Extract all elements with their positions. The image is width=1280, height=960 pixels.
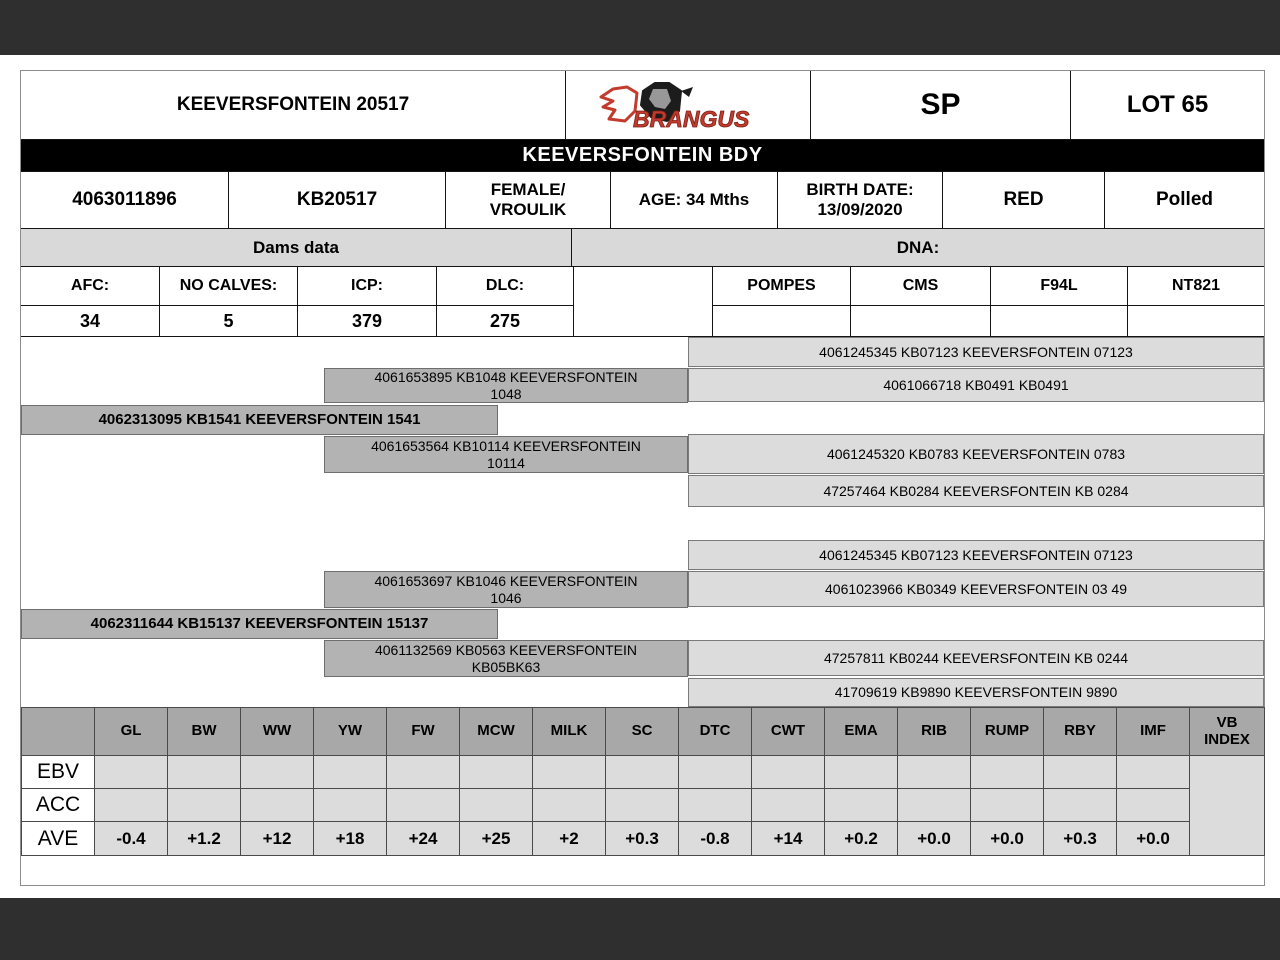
lot-number: LOT 65 (1071, 71, 1264, 140)
ave-cwt: +14 (752, 822, 825, 856)
ebv-ema (825, 756, 898, 789)
empty-footer-row (21, 856, 1264, 885)
acc-fw (387, 789, 460, 822)
col-cwt: CWT (752, 708, 825, 756)
ebv-cwt (752, 756, 825, 789)
ave-dtc: -0.8 (679, 822, 752, 856)
no-calves-value: 5 (160, 306, 297, 337)
ebv-ww (241, 756, 314, 789)
ebv-sc (606, 756, 679, 789)
ave-bw: +1.2 (168, 822, 241, 856)
acc-mcw (460, 789, 533, 822)
vb-line1: VB (1216, 714, 1238, 731)
ave-yw: +18 (314, 822, 387, 856)
dlc-label: DLC: (437, 267, 573, 306)
ave-rump: +0.0 (971, 822, 1044, 856)
pedigree-g2-greatgrandparent-4: 41709619 KB9890 KEEVERSFONTEIN 9890 (688, 678, 1264, 707)
sex-line2: VROULIK (489, 200, 567, 219)
ebv-yw (314, 756, 387, 789)
afc-column (21, 267, 160, 337)
ave-milk: +2 (533, 822, 606, 856)
pedigree-g1-greatgrandparent-3: 4061245320 KB0783 KEEVERSFONTEIN 0783 (688, 434, 1264, 474)
afc-label: AFC: (21, 267, 159, 306)
g1-gp-bottom-line2: 10114 (487, 454, 525, 471)
ave-ema: +0.2 (825, 822, 898, 856)
g2-gp-bottom-line1: 4061132569 KB0563 KEEVERSFONTEIN (374, 641, 637, 658)
dna-test-pompes-result (713, 306, 850, 337)
ave-rby: +0.3 (1044, 822, 1117, 856)
col-bw: BW (168, 708, 241, 756)
acc-milk (533, 789, 606, 822)
acc-yw (314, 789, 387, 822)
top-dark-band (0, 0, 1280, 55)
pedigree-section (21, 337, 1264, 707)
bottom-dark-band (0, 898, 1280, 960)
ebv-fw (387, 756, 460, 789)
g2-gp-top-line1: 4061653697 KB1046 KEEVERSFONTEIN (374, 572, 638, 589)
col-ww: WW (241, 708, 314, 756)
dna-test-f94l-column (991, 267, 1128, 337)
logo-wordmark: BRANGUS (633, 106, 750, 132)
acc-cwt (752, 789, 825, 822)
dlc-value: 275 (437, 306, 573, 337)
ebv-milk (533, 756, 606, 789)
dna-test-cms-column (851, 267, 991, 337)
col-sc: SC (606, 708, 679, 756)
row-label-acc: ACC (22, 789, 95, 822)
col-vb-index (1190, 708, 1265, 756)
birth-date-label: BIRTH DATE: (806, 180, 914, 200)
ebv-gl (95, 756, 168, 789)
pedigree-g2-grandparent-top (324, 571, 688, 608)
pedigree-g2-grandparent-bottom (324, 640, 688, 677)
sex-cell (446, 172, 611, 229)
brangus-logo-image (593, 77, 783, 133)
section-headers-row (21, 229, 1264, 267)
g1-gp-top-line1: 4061653895 KB1048 KEEVERSFONTEIN (374, 368, 638, 385)
ebv-dtc (679, 756, 752, 789)
ebv-corner-cell (22, 708, 95, 756)
sex-line1: FEMALE/ (490, 180, 566, 200)
acc-rump (971, 789, 1044, 822)
dna-test-nt821: NT821 (1128, 267, 1264, 306)
col-mcw: MCW (460, 708, 533, 756)
ebv-mcw (460, 756, 533, 789)
col-gl: GL (95, 708, 168, 756)
vb-line2: INDEX (1204, 730, 1250, 748)
dna-test-cms-result (851, 306, 990, 337)
page-title: KEEVERSFONTEIN 20517 (21, 71, 566, 140)
icp-label: ICP: (298, 267, 436, 306)
ebv-rby (1044, 756, 1117, 789)
ave-fw: +24 (387, 822, 460, 856)
acc-dtc (679, 789, 752, 822)
pedigree-g2-greatgrandparent-3: 47257811 KB0244 KEEVERSFONTEIN KB 0244 (688, 640, 1264, 676)
pedigree-g2-parent: 4062311644 KB15137 KEEVERSFONTEIN 15137 (21, 609, 498, 639)
col-rby: RBY (1044, 708, 1117, 756)
col-dtc: DTC (679, 708, 752, 756)
spacer-cell (574, 267, 712, 337)
acc-gl (95, 789, 168, 822)
pedigree-g1-greatgrandparent-4: 47257464 KB0284 KEEVERSFONTEIN KB 0284 (688, 475, 1264, 507)
ebv-imf (1117, 756, 1190, 789)
acc-ema (825, 789, 898, 822)
col-rump: RUMP (971, 708, 1044, 756)
acc-imf (1117, 789, 1190, 822)
no-calves-column (160, 267, 298, 337)
g2-gp-top-line2: 1046 (490, 589, 522, 606)
ebv-rib (898, 756, 971, 789)
g1-gp-top-line2: 1048 (490, 385, 522, 402)
pedigree-g1-grandparent-bottom (324, 436, 688, 473)
birth-date-cell (778, 172, 943, 229)
acc-sc (606, 789, 679, 822)
reg-number: 4063011896 (21, 172, 229, 229)
row-label-ebv: EBV (22, 756, 95, 789)
pedigree-g2-greatgrandparent-1: 4061245345 KB07123 KEEVERSFONTEIN 07123 (688, 540, 1264, 570)
class-code: SP (811, 71, 1071, 140)
age-cell: AGE: 34 Mths (611, 172, 778, 229)
ear-shape (681, 87, 693, 97)
ebv-bw (168, 756, 241, 789)
g1-gp-bottom-line1: 4061653564 KB10114 KEEVERSFONTEIN (371, 437, 641, 454)
dna-test-cms: CMS (851, 267, 990, 306)
col-fw: FW (387, 708, 460, 756)
pedigree-g1-greatgrandparent-2: 4061066718 KB0491 KB0491 (688, 368, 1264, 402)
row-label-ave: AVE (22, 822, 95, 856)
ave-gl: -0.4 (95, 822, 168, 856)
g2-gp-bottom-line2: KB05BK63 (471, 658, 541, 675)
stats-row (21, 267, 1264, 337)
dams-data-header: Dams data (21, 229, 572, 267)
col-milk: MILK (533, 708, 606, 756)
col-rib: RIB (898, 708, 971, 756)
pedigree-g2-greatgrandparent-2: 4061023966 KB0349 KEEVERSFONTEIN 03 49 (688, 571, 1264, 607)
ave-mcw: +25 (460, 822, 533, 856)
dna-test-pompes-column (713, 267, 851, 337)
horn-status: Polled (1105, 172, 1264, 229)
animal-name-bar: KEEVERSFONTEIN BDY (21, 140, 1264, 172)
brangus-logo (566, 71, 811, 140)
ave-rib: +0.0 (898, 822, 971, 856)
col-ema: EMA (825, 708, 898, 756)
identity-row (21, 172, 1264, 229)
acc-rby (1044, 789, 1117, 822)
birth-date-value: 13/09/2020 (817, 200, 903, 219)
acc-rib (898, 789, 971, 822)
pedigree-g1-greatgrandparent-1: 4061245345 KB07123 KEEVERSFONTEIN 07123 (688, 337, 1264, 367)
catalog-page (20, 70, 1265, 886)
animal-id: KB20517 (229, 172, 446, 229)
header-row (21, 71, 1264, 140)
dlc-column (437, 267, 574, 337)
ave-ww: +12 (241, 822, 314, 856)
icp-column (298, 267, 437, 337)
acc-ww (241, 789, 314, 822)
acc-bw (168, 789, 241, 822)
col-imf: IMF (1117, 708, 1190, 756)
dna-test-pompes: POMPES (713, 267, 850, 306)
icp-value: 379 (298, 306, 436, 337)
dna-header: DNA: (572, 229, 1264, 267)
ave-imf: +0.0 (1117, 822, 1190, 856)
coat-color: RED (943, 172, 1105, 229)
pedigree-g1-parent: 4062313095 KB1541 KEEVERSFONTEIN 1541 (21, 405, 498, 435)
col-yw: YW (314, 708, 387, 756)
pedigree-g1-grandparent-top (324, 368, 688, 403)
red-bull-head-icon (601, 87, 637, 121)
spacer-column (574, 267, 713, 337)
afc-value: 34 (21, 306, 159, 337)
ebv-table (21, 707, 1265, 856)
dna-test-f94l: F94L (991, 267, 1127, 306)
ebv-rump (971, 756, 1044, 789)
vb-index-value (1190, 756, 1265, 856)
dna-test-nt821-column (1128, 267, 1264, 337)
no-calves-label: NO CALVES: (160, 267, 297, 306)
ave-sc: +0.3 (606, 822, 679, 856)
dna-test-f94l-result (991, 306, 1127, 337)
dna-test-nt821-result (1128, 306, 1264, 337)
